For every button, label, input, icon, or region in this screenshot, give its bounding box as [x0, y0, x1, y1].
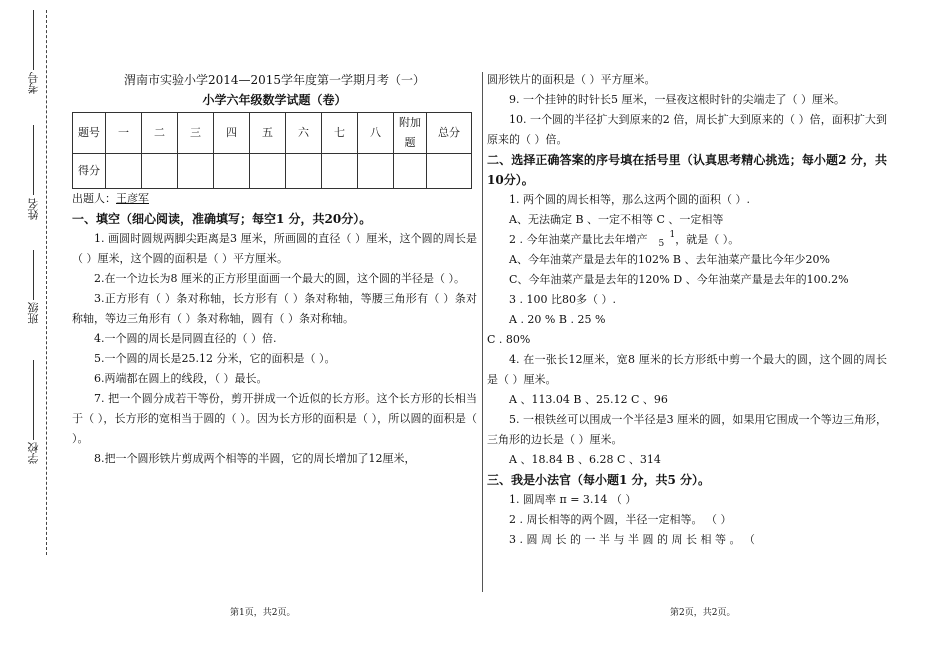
fraction	[648, 231, 676, 249]
section1-q4: 4.一个圆的周长是同圆直径的（ ）倍.	[94, 332, 277, 345]
score-cell: 五	[250, 113, 286, 154]
name-line	[33, 125, 34, 195]
score-cell: 二	[142, 113, 178, 154]
school-line	[33, 360, 34, 440]
page-footer-left: 第1页，共2页。	[230, 608, 296, 618]
score-cell: 三	[178, 113, 214, 154]
score-entry-cell[interactable]	[106, 154, 142, 189]
score-entry-cell[interactable]	[427, 154, 472, 189]
score-cell: 题号	[73, 113, 106, 154]
section2-q1-options: A、无法确定 B 、一定不相等 C 、一定相等	[509, 213, 724, 226]
section2-q3-options: A . 20 % B . 25 %	[509, 313, 606, 326]
author-line	[72, 189, 477, 209]
score-cell: 一	[106, 113, 142, 154]
exam-title: 渭南市实验小学2014—2015学年度第一学期月考（一）	[123, 73, 426, 87]
section3-q2: 2 . 周长相等的两个圆，半径一定相等。 （ ）	[509, 513, 732, 526]
right-column	[487, 70, 887, 550]
author-label: 出题人：	[72, 192, 116, 205]
score-cell: 总分	[427, 113, 472, 154]
score-table	[72, 112, 472, 189]
score-entry-cell[interactable]	[250, 154, 286, 189]
section2-q4: 4. 在一张长12厘米，宽8 厘米的长方形纸中剪一个最大的圆，这个圆的周长是（ ）厘米。	[487, 353, 887, 386]
score-entry-cell[interactable]	[178, 154, 214, 189]
section1-q6: 6.两端都在圆上的线段，（ ）最长。	[94, 372, 268, 385]
score-entry-cell[interactable]	[394, 154, 427, 189]
binding-margin	[0, 0, 52, 658]
fraction-denominator: 5	[658, 239, 665, 249]
exam-subtitle: 小学六年级数学试题（卷）	[202, 93, 347, 107]
binding-fold-line	[46, 10, 47, 555]
section2-q4-options: A 、113.04 B 、25.12 C 、96	[509, 393, 668, 406]
section1-q5: 5.一个圆的周长是25.12 分米，它的面积是（ ）。	[94, 352, 336, 365]
section2-q5: 5. 一根铁丝可以围成一个半径是3 厘米的圆，如果用它围成一个等边三角形，三角形的边长是（ ）厘米。	[487, 413, 887, 446]
section2-q1: 1. 两个圆的周长相等，那么这两个圆的面积（ ）.	[509, 193, 750, 206]
score-cell: 得分	[73, 154, 106, 189]
section2-q2-options-ab: A、今年油菜产量是去年的102% B 、去年油菜产量比今年少20%	[509, 253, 830, 266]
score-cell: 六	[286, 113, 322, 154]
section1-q8-continued: 圆形铁片的面积是（ ）平方厘米。	[487, 73, 656, 86]
section3-q3: 3 . 圆 周 长 的 一 半 与 半 圆 的 周 长 相 等 。 （	[509, 533, 755, 546]
school-label: 学校	[27, 442, 40, 464]
score-entry-cell[interactable]	[322, 154, 358, 189]
class-label: 班级	[27, 302, 40, 324]
score-entry-cell[interactable]	[142, 154, 178, 189]
section1-q1: 1. 画圆时圆规两脚尖距离是3 厘米，所画圆的直径（ ）厘米，这个圆的周长是（ ）厘米，这个圆的面积是（ ）平方厘米。	[72, 232, 477, 265]
page-footer-right: 第2页，共2页。	[670, 608, 736, 618]
section1-q3: 3.正方形有（ ）条对称轴，长方形有（ ）条对称轴，等腰三角形有（ ）条对称轴，等边三角形有（ ）条对称轴，圆有（ ）条对称轴。	[72, 292, 477, 325]
exam-number-label: 考号	[27, 72, 40, 94]
exam-number-line	[33, 10, 34, 70]
section3-q1: 1. 圆周率 π = 3.14 （ ）	[509, 493, 637, 506]
section2-q3-option-c: C . 80%	[487, 333, 531, 346]
score-cell: 七	[322, 113, 358, 154]
section1-heading: 一、填空（细心阅读，准确填写；每空1 分，共20分）。	[72, 212, 372, 226]
score-entry-cell[interactable]	[214, 154, 250, 189]
score-cell: 附加题	[394, 113, 427, 154]
section2-q5-options: A 、18.84 B 、6.28 C 、314	[509, 453, 661, 466]
section2-q3: 3 . 100 比80多（ ）.	[509, 293, 616, 306]
column-divider	[482, 72, 483, 592]
score-entry-cell[interactable]	[358, 154, 394, 189]
section1-q7: 7. 把一个圆分成若干等份，剪开拼成一个近似的长方形。这个长方形的长相当于（ ），长方形的宽相当于圆的（ ）。因为长方形的面积是（ ），所以圆的面积是（ ）。	[72, 392, 477, 445]
score-cell: 四	[214, 113, 250, 154]
score-table-header-row	[73, 113, 472, 154]
score-table-score-row	[73, 154, 472, 189]
section2-q2-options-cd: C、今年油菜产量是去年的120% D 、今年油菜产量是去年的100.2%	[509, 273, 849, 286]
section1-q9: 9. 一个挂钟的时针长5 厘米，一昼夜这根时针的尖端走了（ ）厘米。	[509, 93, 845, 106]
left-column	[72, 70, 477, 469]
class-line	[33, 250, 34, 300]
fraction-numerator: 1	[669, 230, 676, 240]
author-name: 王彦军	[116, 192, 149, 205]
section1-q8: 8.把一个圆形铁片剪成两个相等的半圆，它的周长增加了12厘米，	[94, 452, 416, 465]
section1-q10: 10. 一个圆的半径扩大到原来的2 倍，周长扩大到原来的（ ）倍，面积扩大到原来的（ ）倍。	[487, 113, 887, 146]
section2-q2-text: 2 . 今年油菜产量比去年增产	[509, 233, 648, 246]
section3-heading: 三、我是小法官（每小题1 分，共5 分）。	[487, 473, 711, 487]
name-label: 姓名	[27, 198, 40, 220]
score-cell: 八	[358, 113, 394, 154]
section2-q2	[487, 230, 887, 250]
section2-q2-tail: ，就是（ ）。	[675, 233, 740, 246]
section1-q2: 2.在一个边长为8 厘米的正方形里面画一个最大的圆，这个圆的半径是（ ）。	[94, 272, 465, 285]
score-entry-cell[interactable]	[286, 154, 322, 189]
section2-heading: 二、选择正确答案的序号填在括号里（认真思考精心挑选；每小题2 分，共10分）。	[487, 153, 887, 187]
